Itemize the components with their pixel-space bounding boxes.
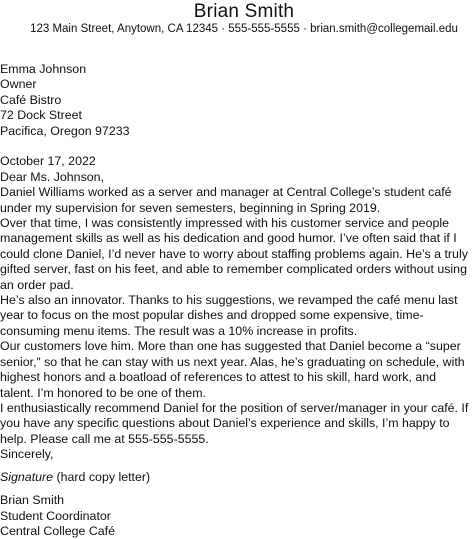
body-paragraph: He’s also an innovator. Thanks to his suggestions, we revamped the café menu last year to focus on the most popular dishes and dropped some expensive, time-consuming menu items. The result was a 10% increase in profits. [0, 293, 458, 338]
valediction: Sincerely, [0, 447, 54, 462]
salutation: Dear Ms. Johnson, [0, 169, 104, 184]
recipient-street: 72 Dock Street [0, 108, 82, 123]
closing-block [0, 447, 472, 539]
sender-title: Student Coordinator [0, 508, 111, 523]
recipient-company: Café Bistro [0, 92, 62, 107]
recipient-address [0, 62, 472, 139]
body-paragraph: Daniel Williams worked as a server and manager at Central College’s student café under my supervision for seven semesters, beginning in Spring 2019. [0, 185, 452, 215]
signature-line [0, 470, 472, 485]
recipient-city: Pacifica, Oregon 97233 [0, 123, 130, 138]
body-paragraph: Over that time, I was consistently impressed with his customer service and people management skills as well as his dedication and good humor. I’ve often said that if I could clone Daniel, I’d never have to worry about staffing problems again. He’s a truly gifted server, fast on his feet, and able to remember complicated orders without using an order pad. [0, 216, 468, 292]
sender-name: Brian Smith [0, 493, 65, 508]
signature-word: Signature [0, 470, 54, 485]
signature-note: (hard copy letter) [53, 470, 151, 485]
body-paragraph: I enthusiastically recommend Daniel for the position of server/manager in your café. If you have any specific questions about Daniel’s experience and skills, I’m happy to help. Please call me at 555-555-5555. [0, 400, 469, 446]
letterhead-name: Brian Smith [193, 1, 295, 22]
letter-body [0, 62, 472, 539]
recipient-title: Owner [0, 77, 37, 92]
sender-org: Central College Café [0, 523, 116, 538]
letter-date: October 17, 2022 [0, 154, 96, 169]
letterhead [0, 0, 474, 37]
recipient-name: Emma Johnson [0, 62, 87, 76]
letterhead-contact: 123 Main Street, Anytown, CA 12345 · 555-555-5555 · brian.smith@collegemail.edu [30, 23, 458, 35]
body-paragraph: Our customers love him. More than one has suggested that Daniel become a “super senior,” so that he can stay with us next year. Alas, he’s graduating on schedule, with highest honors and a boatload of references to attest to his skill, hard work, and talent. I’m honored to be one of them. [0, 339, 465, 400]
